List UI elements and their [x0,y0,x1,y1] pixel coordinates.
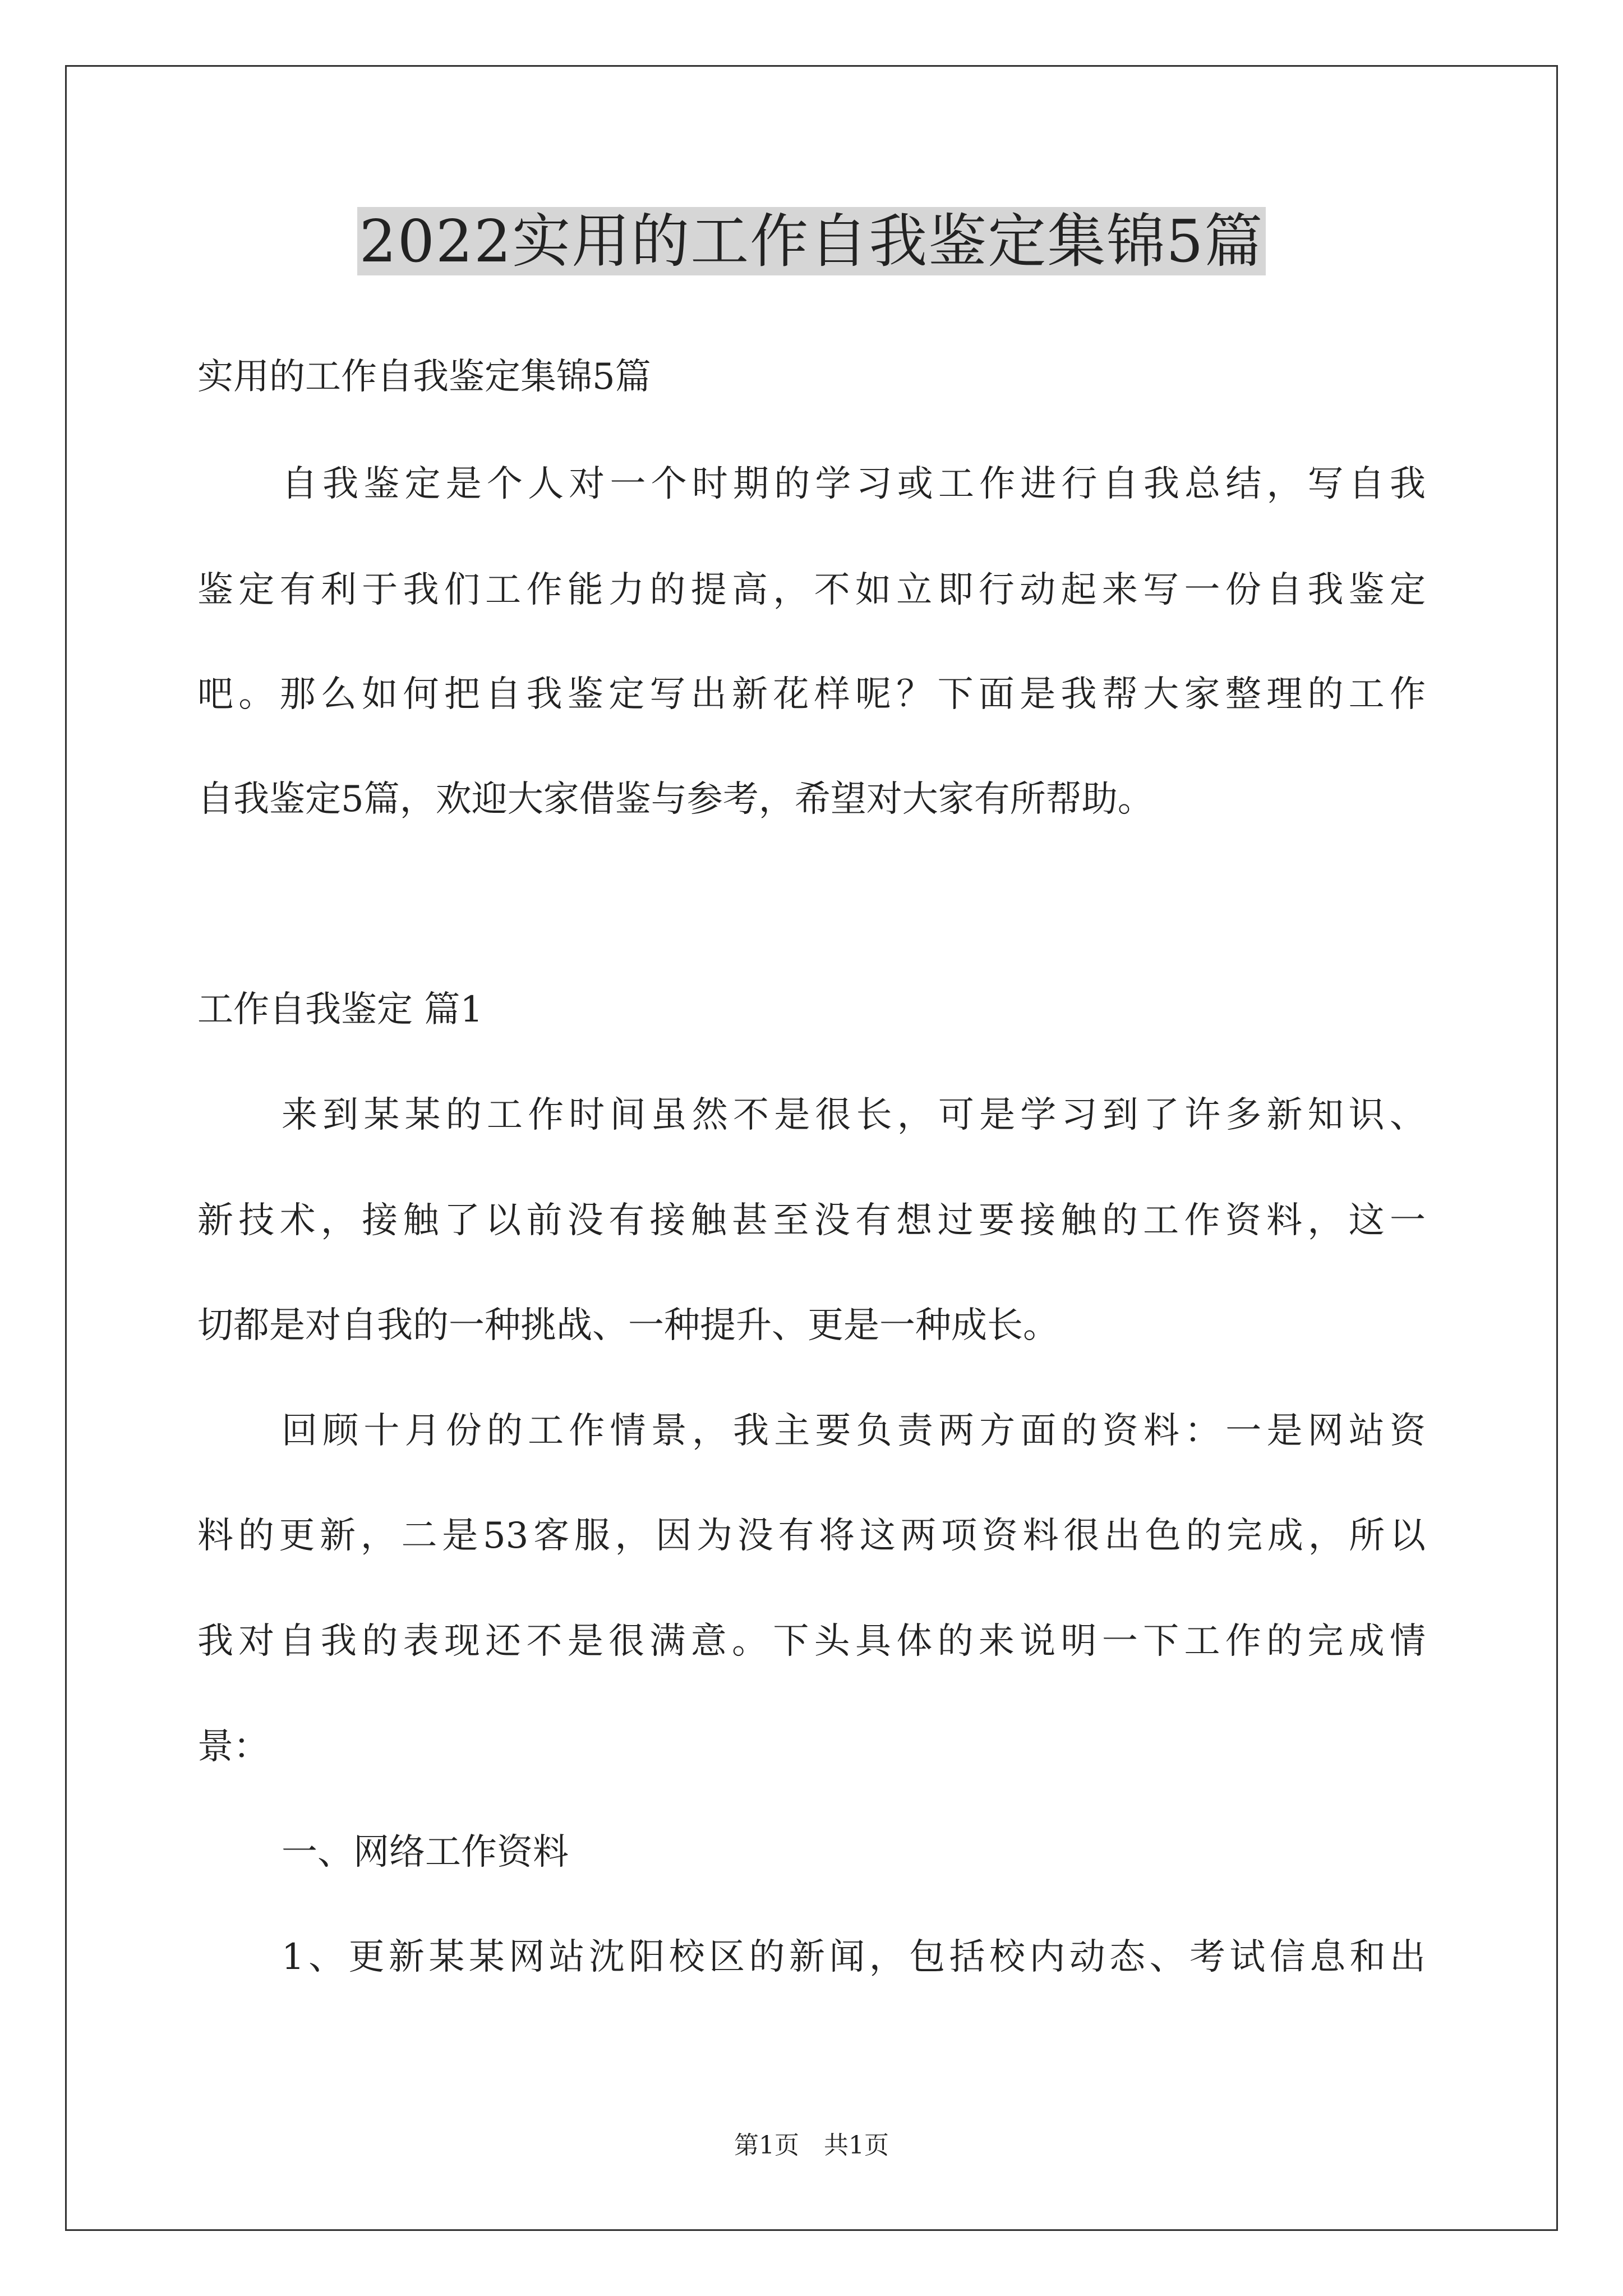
para1-line-1: 来到某某的工作时间虽然不是很长，可是学习到了许多新知识、 [282,1094,1426,1136]
list-item-1: 1、更新某某网站沈阳校区的新闻，包括校内动态、考试信息和出 [282,1936,1426,1978]
list-heading: 一、网络工作资料 [282,1832,569,1873]
intro-line-1: 自我鉴定是个人对一个时期的学习或工作进行自我总结，写自我 [282,463,1426,505]
para2-line-1: 回顾十月份的工作情景，我主要负责两方面的资料：一是网站资 [282,1410,1426,1452]
para2-line-4: 景： [197,1726,269,1768]
document-title [0,202,1623,280]
section-heading: 工作自我鉴定 篇1 [197,989,483,1030]
document-title-text: 2022实用的工作自我鉴定集锦5篇 [357,207,1266,275]
para2-line-3: 我对自我的表现还不是很满意。下头具体的来说明一下工作的完成情 [197,1621,1426,1662]
para1-line-2: 新技术，接触了以前没有接触甚至没有想过要接触的工作资料，这一 [197,1200,1426,1241]
intro-line-3: 吧。那么如何把自我鉴定写出新花样呢？下面是我帮大家整理的工作 [197,674,1426,715]
para2-line-2: 料的更新，二是53客服，因为没有将这两项资料很出色的完成，所以 [197,1515,1426,1557]
page-footer: 第1页 共1页 [734,2131,889,2160]
document-subtitle: 实用的工作自我鉴定集锦5篇 [197,356,651,398]
intro-line-2: 鉴定有利于我们工作能力的提高，不如立即行动起来写一份自我鉴定 [197,569,1426,611]
intro-line-4: 自我鉴定5篇，欢迎大家借鉴与参考，希望对大家有所帮助。 [197,779,1154,820]
para1-line-3: 切都是对自我的一种挑战、一种提升、更是一种成长。 [197,1305,1059,1346]
